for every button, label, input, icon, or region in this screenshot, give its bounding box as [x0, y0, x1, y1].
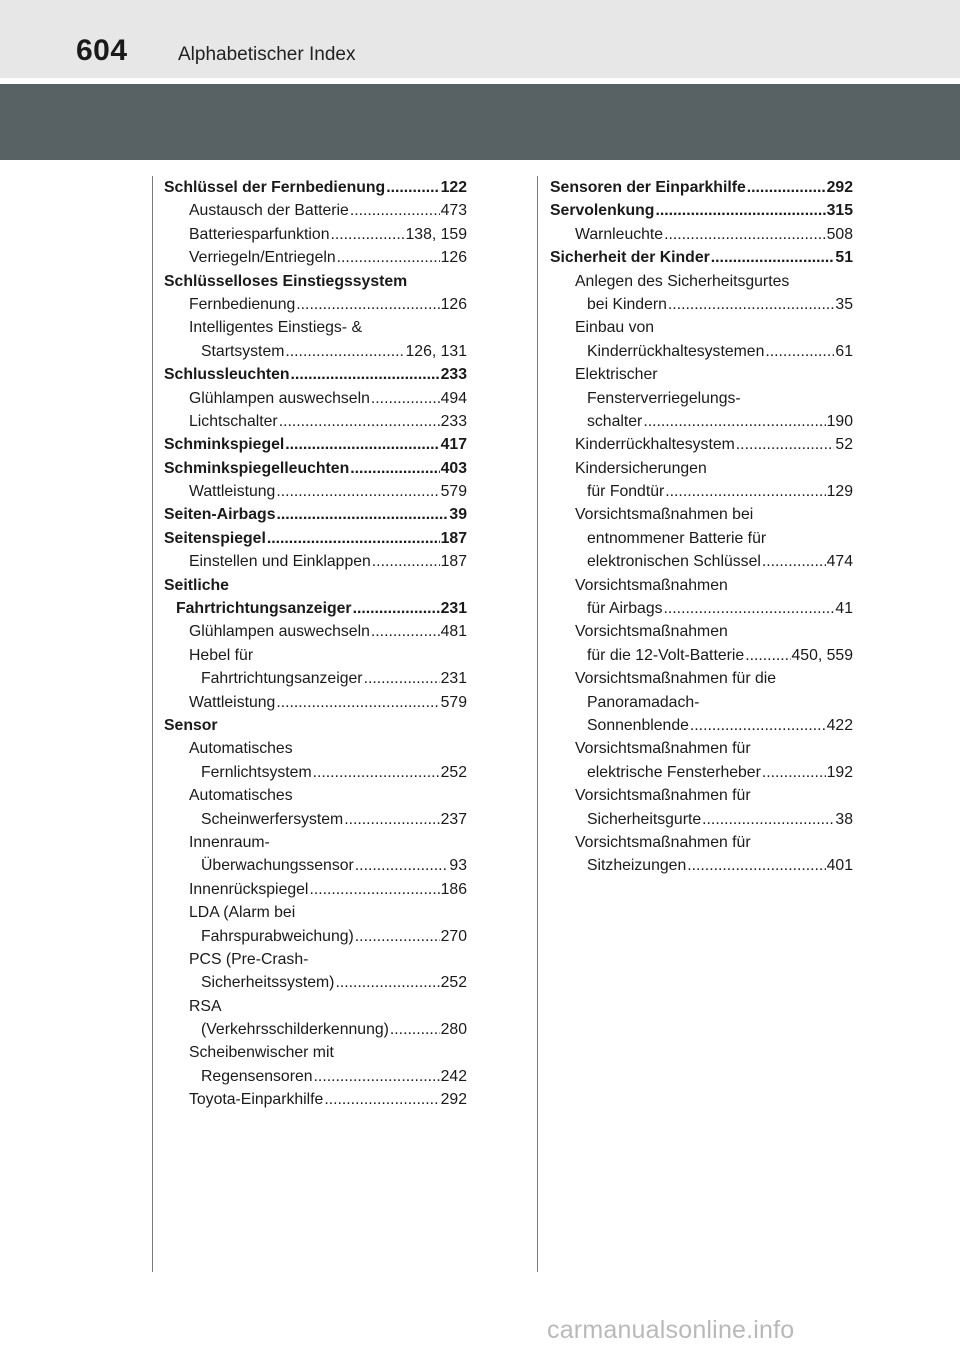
index-entry-term: Automatisches	[189, 787, 293, 805]
index-entry-term: schalter	[587, 412, 643, 430]
leader-dots	[372, 550, 440, 573]
index-entry-term: Glühlampen auswechseln	[189, 389, 370, 407]
index-entry-page: 473	[440, 202, 467, 220]
index-entry	[164, 854, 467, 877]
index-entry-page: 508	[826, 225, 853, 243]
index-entry-term: Warnleuchte	[575, 225, 664, 243]
index-entry	[164, 995, 467, 1018]
index-entry-term: Fensterverriegelungs-	[587, 389, 741, 407]
leader-dots	[390, 1018, 440, 1041]
index-entry-term: Kindersicherungen	[575, 459, 707, 477]
leader-dots	[364, 667, 440, 690]
leader-dots	[690, 714, 826, 737]
index-entry-term: Vorsichtsmaßnahmen für die	[575, 670, 777, 688]
leader-dots	[291, 363, 440, 386]
index-entry	[550, 854, 853, 877]
index-entry-term: Einbau von	[575, 319, 655, 337]
index-entry	[164, 901, 467, 924]
index-entry-page: 231	[440, 670, 467, 688]
index-entry-term: Fahrtrichtungsanzeiger	[201, 670, 363, 688]
leader-dots	[711, 246, 835, 269]
index-entry	[164, 527, 467, 550]
index-entry	[550, 340, 853, 363]
index-entry	[164, 550, 467, 573]
index-entry-page: 231	[440, 600, 467, 618]
index-column-right	[550, 176, 853, 878]
index-entry-term: Vorsichtsmaßnahmen	[575, 623, 728, 641]
leader-dots	[344, 808, 439, 831]
index-entry	[550, 270, 853, 293]
leader-dots	[331, 223, 405, 246]
index-entry-page: 61	[835, 342, 853, 360]
index-entry-term: Sonnenblende	[587, 716, 689, 734]
index-entry-page: 52	[835, 436, 853, 454]
index-entry-term: Vorsichtsmaßnahmen für	[575, 787, 751, 805]
leader-dots	[747, 176, 826, 199]
index-entry	[164, 270, 467, 293]
index-entry-page: 237	[440, 810, 467, 828]
index-entry	[550, 363, 853, 386]
index-entry	[550, 293, 853, 316]
index-entry-term: Sicherheit der Kinder	[550, 249, 710, 267]
index-entry-term: Sicherheitsgurte	[587, 810, 702, 828]
index-entry	[164, 1018, 467, 1041]
index-entry-page: 450, 559	[791, 646, 853, 664]
index-entry-term: Überwachungssensor	[201, 857, 354, 875]
watermark: carmanualsonline.info	[547, 1316, 795, 1344]
index-entry-page: 401	[826, 857, 853, 875]
leader-dots	[668, 293, 835, 316]
index-entry-term: Kinderrückhaltesystem	[575, 436, 735, 454]
leader-dots	[664, 597, 835, 620]
index-entry	[550, 644, 853, 667]
index-entry-term: Vorsichtsmaßnahmen	[575, 576, 728, 594]
index-entry-page: 41	[835, 600, 853, 618]
leader-dots	[350, 199, 440, 222]
leader-dots	[371, 387, 440, 410]
index-entry-term: Regensensoren	[201, 1067, 313, 1085]
index-entry-page: 186	[440, 880, 467, 898]
leader-dots	[276, 503, 448, 526]
index-entry-term: Seiten-Airbags	[164, 506, 276, 524]
index-entry-term: Schlüsselloses Einstiegssystem	[164, 272, 408, 290]
index-entry-page: 403	[440, 459, 467, 477]
index-entry-term: Automatisches	[189, 740, 293, 758]
index-entry	[550, 246, 853, 269]
index-entry-page: 315	[826, 202, 853, 220]
leader-dots	[371, 620, 440, 643]
index-entry-term: für Fondtür	[587, 483, 665, 501]
index-entry-page: 252	[440, 763, 467, 781]
leader-dots	[643, 410, 825, 433]
index-entry	[550, 433, 853, 456]
index-entry-term: für die 12-Volt-Batterie	[587, 646, 745, 664]
index-entry-term: LDA (Alarm bei	[189, 904, 296, 922]
section-title: Alphabetischer Index	[178, 44, 356, 65]
index-entry-page: 35	[835, 295, 853, 313]
leader-dots	[665, 480, 825, 503]
index-entry	[164, 737, 467, 760]
index-entry	[164, 620, 467, 643]
index-entry-term: Scheibenwischer mit	[189, 1044, 334, 1062]
index-entry	[550, 176, 853, 199]
index-entry	[164, 410, 467, 433]
index-column-left	[164, 176, 467, 1112]
index-entry	[164, 293, 467, 316]
leader-dots	[765, 340, 834, 363]
leader-dots	[276, 691, 439, 714]
index-entry	[164, 223, 467, 246]
index-entry-term: Austausch der Batterie	[189, 202, 349, 220]
leader-dots	[285, 433, 439, 456]
index-entry	[164, 176, 467, 199]
index-entry-term: Schminkspiegel	[164, 436, 285, 454]
index-entry	[164, 246, 467, 269]
leader-dots	[655, 199, 825, 222]
index-entry-term: Batteriesparfunktion	[189, 225, 330, 243]
index-entry	[550, 480, 853, 503]
index-entry	[550, 387, 853, 410]
index-entry-page: 38	[835, 810, 853, 828]
page-header-bar	[0, 0, 960, 78]
index-entry	[550, 574, 853, 597]
index-entry	[550, 457, 853, 480]
leader-dots	[353, 597, 440, 620]
index-entry-term: Lichtschalter	[189, 412, 278, 430]
index-entry-page: 126	[440, 249, 467, 267]
index-entry	[550, 503, 853, 526]
index-entry-term: Fernbedienung	[189, 295, 296, 313]
index-entry-page: 138, 159	[405, 225, 467, 243]
index-entry-term: für Airbags	[587, 600, 663, 618]
index-entry	[550, 597, 853, 620]
index-entry-term: Sensoren der Einparkhilfe	[550, 179, 746, 196]
page-number: 604	[76, 34, 128, 67]
index-entry-page: 187	[440, 553, 467, 571]
leader-dots	[267, 527, 440, 550]
index-entry	[550, 737, 853, 760]
index-entry-page: 494	[440, 389, 467, 407]
index-entry	[550, 527, 853, 550]
index-entry-page: 190	[826, 412, 853, 430]
leader-dots	[279, 410, 440, 433]
index-entry	[550, 714, 853, 737]
index-entry	[550, 620, 853, 643]
index-entry-page: 126	[440, 295, 467, 313]
leader-dots	[355, 925, 440, 948]
index-entry	[550, 761, 853, 784]
index-entry-term: Anlegen des Sicherheitsgurtes	[575, 272, 790, 290]
index-entry-page: 126, 131	[405, 342, 467, 360]
leader-dots	[745, 644, 790, 667]
index-entry-page: 93	[449, 857, 467, 875]
left-column-rule	[152, 176, 153, 1272]
index-entry-term: Fahrspurabweichung)	[201, 927, 354, 945]
index-entry-page: 280	[440, 1021, 467, 1039]
leader-dots	[313, 761, 440, 784]
index-entry	[164, 667, 467, 690]
index-entry-term: Wattleistung	[189, 483, 276, 501]
leader-dots	[762, 761, 826, 784]
index-entry-term: Schlüssel der Fernbedienung	[164, 179, 386, 196]
right-column-rule	[537, 176, 538, 1272]
leader-dots	[762, 550, 826, 573]
leader-dots	[276, 480, 439, 503]
index-entry-term: PCS (Pre-Crash-	[189, 950, 309, 968]
index-entry-page: 292	[826, 179, 853, 196]
index-entry	[164, 714, 467, 737]
index-entry	[550, 691, 853, 714]
leader-dots	[314, 1065, 440, 1088]
index-entry	[164, 761, 467, 784]
index-entry	[164, 503, 467, 526]
index-entry-page: 481	[440, 623, 467, 641]
index-entry-term: Glühlampen auswechseln	[189, 623, 370, 641]
leader-dots	[664, 223, 826, 246]
index-entry	[164, 1088, 467, 1111]
index-entry-page: 51	[835, 249, 853, 267]
leader-dots	[335, 971, 439, 994]
index-entry-term: Hebel für	[189, 646, 254, 664]
header-band	[0, 84, 960, 160]
index-entry-term: Sicherheitssystem)	[201, 974, 335, 992]
index-entry	[164, 948, 467, 971]
index-entry	[164, 784, 467, 807]
index-entry-page: 187	[440, 529, 467, 547]
leader-dots	[296, 293, 439, 316]
index-entry-page: 129	[826, 483, 853, 501]
index-entry-page: 422	[826, 716, 853, 734]
index-entry-term: Fahrtrichtungsanzeiger	[176, 600, 352, 618]
index-entry-term: Sensor	[164, 716, 218, 734]
index-entry	[164, 971, 467, 994]
index-entry-term: Seitenspiegel	[164, 529, 266, 547]
index-entry-page: 242	[440, 1067, 467, 1085]
index-entry	[550, 199, 853, 222]
index-entry	[164, 433, 467, 456]
index-entry-page: 270	[440, 927, 467, 945]
index-entry	[164, 1065, 467, 1088]
index-entry-term: Toyota-Einparkhilfe	[189, 1091, 324, 1109]
leader-dots	[285, 340, 404, 363]
index-entry-term: Wattleistung	[189, 693, 276, 711]
index-entry-term: Scheinwerfersystem	[201, 810, 344, 828]
index-entry-page: 579	[440, 483, 467, 501]
index-entry	[164, 691, 467, 714]
index-entry-term: Vorsichtsmaßnahmen für	[575, 740, 751, 758]
index-entry-page: 233	[440, 366, 467, 384]
index-entry-term: Startsystem	[201, 342, 285, 360]
index-entry	[550, 831, 853, 854]
index-entry-term: Schminkspiegelleuchten	[164, 459, 350, 477]
index-entry	[164, 387, 467, 410]
index-entry-term: Einstellen und Einklappen	[189, 553, 371, 571]
index-entry-page: 122	[440, 179, 467, 196]
index-entry-term: Innenraum-	[189, 833, 270, 851]
index-entry-term: Innenrückspiegel	[189, 880, 309, 898]
index-entry	[164, 878, 467, 901]
index-entry	[550, 550, 853, 573]
index-entry-term: Vorsichtsmaßnahmen bei	[575, 506, 754, 524]
index-entry	[164, 457, 467, 480]
index-entry	[550, 808, 853, 831]
index-entry	[164, 831, 467, 854]
index-entry-term: Panoramadach-	[587, 693, 700, 711]
index-entry-page: 192	[826, 763, 853, 781]
index-entry	[164, 1041, 467, 1064]
leader-dots	[337, 246, 440, 269]
index-entry	[164, 808, 467, 831]
index-entry	[164, 340, 467, 363]
index-entry-term: (Verkehrsschilderkennung)	[201, 1021, 389, 1039]
index-entry-page: 417	[440, 436, 467, 454]
index-entry-term: elektronischen Schlüssel	[587, 553, 761, 571]
leader-dots	[309, 878, 439, 901]
index-entry-page: 39	[449, 506, 467, 524]
index-entry	[164, 597, 467, 620]
leader-dots	[324, 1088, 439, 1111]
index-entry-term: Schlussleuchten	[164, 366, 290, 384]
index-entry-term: Elektrischer	[575, 366, 658, 384]
index-entry	[550, 784, 853, 807]
index-entry-term: Seitliche	[164, 576, 229, 594]
index-entry-term: Verriegeln/Entriegeln	[189, 249, 336, 267]
index-entry	[164, 199, 467, 222]
index-entry	[164, 480, 467, 503]
index-entry	[164, 925, 467, 948]
index-entry	[550, 316, 853, 339]
index-entry-term: Kinderrückhaltesystemen	[587, 342, 765, 360]
index-entry-page: 292	[440, 1091, 467, 1109]
index-entry-term: entnommener Batterie für	[587, 529, 767, 547]
index-entry-term: Vorsichtsmaßnahmen für	[575, 833, 751, 851]
leader-dots	[702, 808, 834, 831]
leader-dots	[687, 854, 825, 877]
index-entry-term: Servolenkung	[550, 202, 655, 220]
index-entry	[550, 667, 853, 690]
index-entry-term: Intelligentes Einstiegs- &	[189, 319, 362, 337]
index-entry	[550, 410, 853, 433]
leader-dots	[736, 433, 835, 456]
index-entry-page: 233	[440, 412, 467, 430]
index-entry-term: elektrische Fensterheber	[587, 763, 761, 781]
index-entry	[164, 363, 467, 386]
leader-dots	[386, 176, 439, 199]
leader-dots	[355, 854, 449, 877]
index-entry-page: 252	[440, 974, 467, 992]
index-entry-term: RSA	[189, 997, 222, 1015]
leader-dots	[350, 457, 439, 480]
index-entry-term: bei Kindern	[587, 295, 667, 313]
index-entry-term: Sitzheizungen	[587, 857, 687, 875]
index-entry-page: 579	[440, 693, 467, 711]
index-entry-page: 474	[826, 553, 853, 571]
index-entry	[164, 644, 467, 667]
index-entry	[164, 574, 467, 597]
index-entry	[550, 223, 853, 246]
index-entry-term: Fernlichtsystem	[201, 763, 312, 781]
index-entry	[164, 316, 467, 339]
